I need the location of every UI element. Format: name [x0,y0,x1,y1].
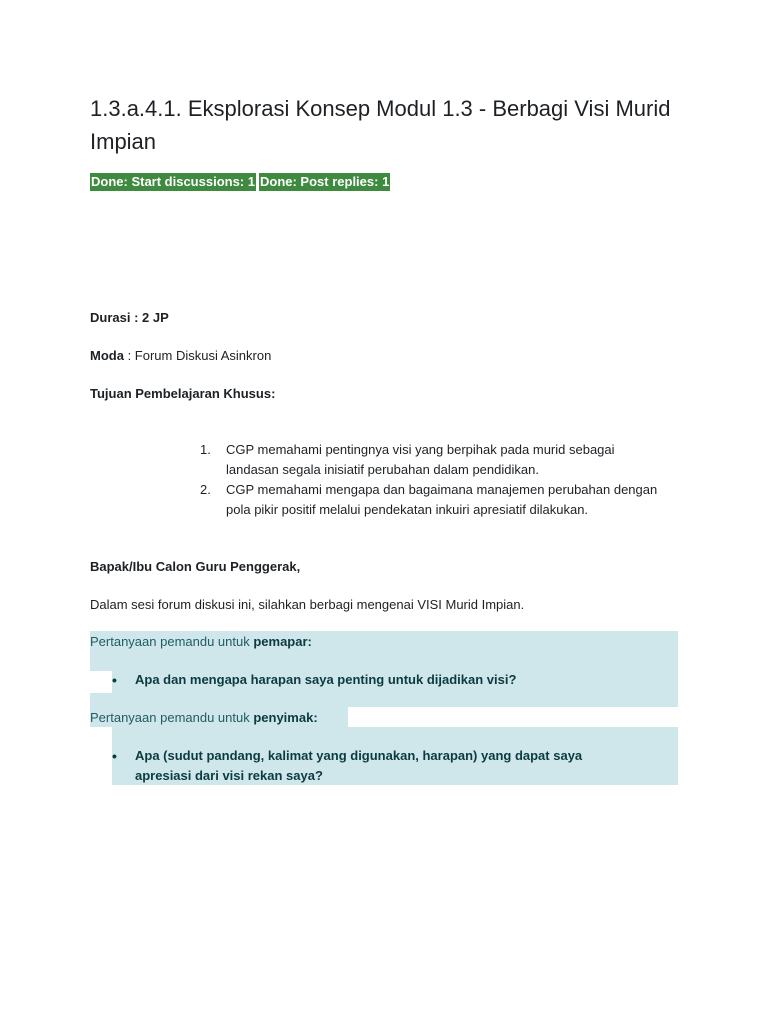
duration-text: Durasi : 2 JP [90,310,169,325]
bullet-icon: • [112,672,117,688]
list-item-text: CGP memahami pentingnya visi yang berpihak pada murid sebagai landasan segala inisiatif perubahan dalam pendidikan. [226,442,615,477]
listener-guide-prefix: Pertanyaan pemandu untuk [90,710,254,725]
intro-text: Dalam sesi forum diskusi ini, silahkan berbagi mengenai VISI Murid Impian. [90,597,525,612]
presenter-question-text: Apa dan mengapa harapan saya penting untuk dijadikan visi? [135,672,517,687]
presenter-guide-label [90,632,312,652]
completion-badge-post-replies: Done: Post replies: 1 [259,174,390,189]
completion-badges [90,173,390,191]
page-title: 1.3.a.4.1. Eksplorasi Konsep Modul 1.3 - Berbagi Visi Murid Impian [90,96,671,154]
list-number: 1. [200,442,211,457]
objectives-list [200,440,670,520]
presenter-guide-prefix: Pertanyaan pemandu untuk [90,634,254,649]
listener-guide-label [90,708,318,728]
bullet-icon: • [112,748,117,764]
completion-badge-start-discussions: Done: Start discussions: 1 [91,174,255,189]
listener-question-text: Apa (sudut pandang, kalimat yang digunakan, harapan) yang dapat saya apresiasi dari visi rekan saya? [135,748,583,783]
listener-question [112,746,632,786]
presenter-role: pemapar: [253,634,312,649]
list-item-text: CGP memahami mengapa dan bagaimana manajemen perubahan dengan pola pikir positif melalui pendekatan inkuiri apresiatif dilakukan. [226,482,658,517]
presenter-question [112,670,652,690]
greeting-text: Bapak/Ibu Calon Guru Penggerak, [90,559,301,574]
mode-text [90,346,271,366]
mode-value: : Forum Diskusi Asinkron [123,348,272,363]
objectives-heading: Tujuan Pembelajaran Khusus: [90,386,276,401]
listener-role: penyimak: [253,710,318,725]
mode-label: Moda [90,348,124,363]
list-item [200,480,670,520]
list-number: 2. [200,482,211,497]
list-item [200,440,670,480]
